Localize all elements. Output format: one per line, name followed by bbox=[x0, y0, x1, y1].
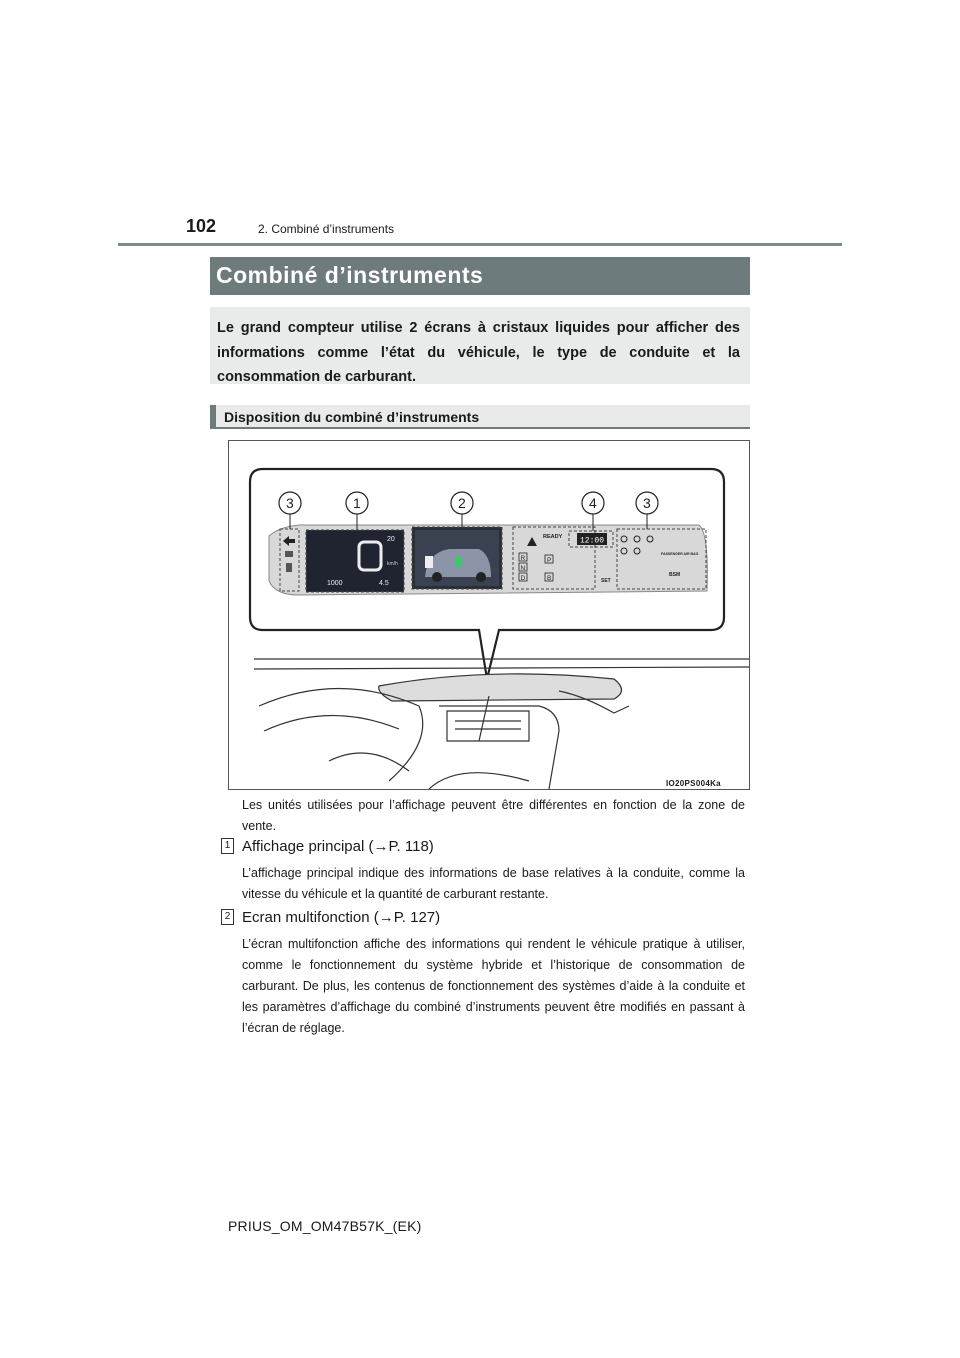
passenger-airbag-label: PASSENGER AIR BAG bbox=[661, 552, 699, 556]
intro-box: Le grand compteur utilise 2 écrans à cristaux liquides pour afficher des informations comme l’état du véhicule, le type de conduite et la consommation de carburant. bbox=[210, 307, 750, 384]
item-number-1: 1 bbox=[221, 838, 234, 854]
bsm-label: BSM bbox=[669, 572, 681, 578]
set-label: SET bbox=[601, 578, 611, 584]
page-title: Combiné d’instruments bbox=[210, 257, 750, 295]
clock-readout: 12:00 bbox=[580, 536, 605, 546]
speed-unit: km/h bbox=[387, 561, 398, 567]
fuel-icon bbox=[286, 563, 292, 572]
instrument-cluster-figure bbox=[228, 440, 750, 790]
gear-r: R bbox=[520, 555, 526, 562]
brake-indicator: B bbox=[547, 575, 552, 582]
note-text: Les unités utilisées pour l’affichage peuvent être différentes en fonction de la zone de vente. bbox=[242, 798, 745, 833]
item-body-multi-display: L’écran multifonction affiche des informations qui rendent le véhicule pratique à utiliser, comme le fonctionnement du système hybride et l’historique de consommation de carburant. De plus, les contenus de fonctionnement des systèmes d’aide à la conduite et les paramètres d’affichage du combiné d’instruments peuvent être modifiés en passant à l’écran de réglage. bbox=[242, 937, 745, 1035]
odometer-readout: 1000 bbox=[327, 580, 343, 587]
dashboard-sketch bbox=[254, 659, 749, 789]
multi-information-display bbox=[412, 527, 502, 589]
consumption-readout: 4.5 bbox=[379, 580, 389, 587]
temperature-readout: 20 bbox=[387, 536, 395, 543]
header-rule bbox=[118, 243, 842, 246]
callout-2: 2 bbox=[458, 495, 466, 511]
gear-d: D bbox=[520, 575, 526, 582]
chapter-title: 2. Combiné d’instruments bbox=[258, 222, 395, 236]
figure-code: IO20PS004Ka bbox=[666, 779, 721, 788]
item-body-main-display: L’affichage principal indique des informations de base relatives à la conduite, comme la vitesse du véhicule et la quantité de carburant restante. bbox=[242, 866, 745, 901]
footer-doc-code: PRIUS_OM_OM47B57K_(EK) bbox=[228, 1218, 422, 1234]
item-number-2: 2 bbox=[221, 909, 234, 925]
callout-4: 4 bbox=[589, 495, 597, 511]
ready-indicator: READY bbox=[543, 534, 563, 540]
item-title-main-display: Affichage principal (→P. 118) bbox=[242, 838, 434, 855]
callout-3-left: 3 bbox=[286, 495, 294, 511]
callout-3-right: 3 bbox=[643, 495, 651, 511]
section-heading: Disposition du combiné d’instruments bbox=[210, 405, 750, 429]
page-number: 102 bbox=[186, 216, 217, 236]
item-title-multi-display: Ecran multifonction (→P. 127) bbox=[242, 909, 441, 926]
callout-1: 1 bbox=[353, 495, 361, 511]
main-display bbox=[306, 530, 404, 592]
headlight-icon bbox=[285, 551, 293, 557]
gear-n: N bbox=[520, 565, 526, 572]
park-indicator: P bbox=[547, 557, 552, 564]
